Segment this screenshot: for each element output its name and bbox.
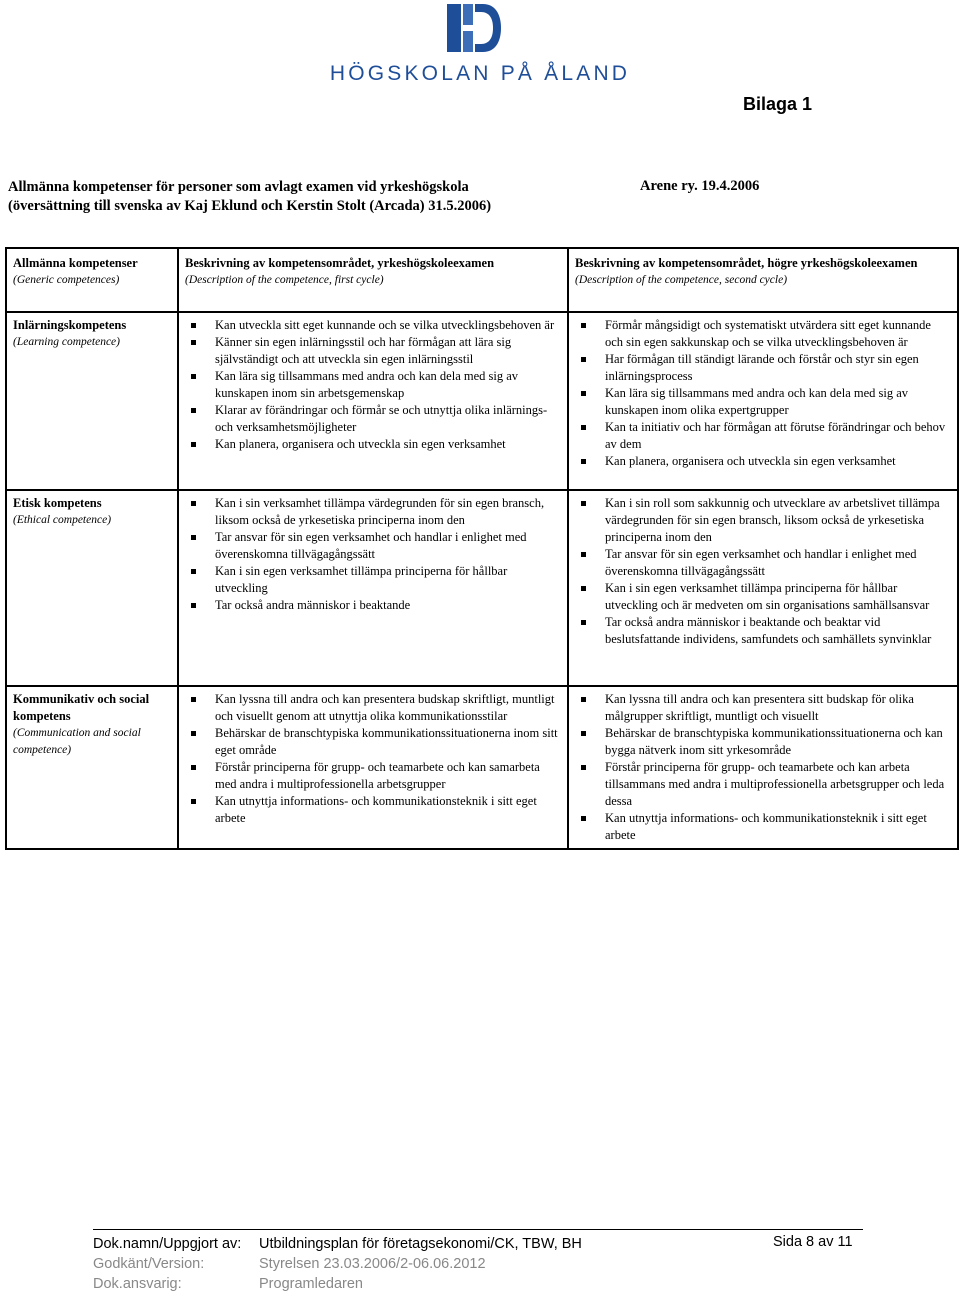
header-generic-sv: Allmänna kompetenser: [13, 256, 138, 270]
list-item: Tar ansvar för sin egen verksamhet och handlar i enlighet med överenskomna tillvägagångssätt: [185, 529, 561, 563]
list-item: Kan i sin roll som sakkunnig och utvecklare av arbetslivet tillämpa värdegrunden för sin egen bransch, liksom också de yrkesetiska principerna inom den: [575, 495, 951, 546]
footer-line-doc-name: [93, 1234, 582, 1254]
footer-line-approved: [93, 1254, 582, 1274]
document-title-block: [8, 178, 491, 216]
row-name: Inlärningskompetens: [13, 318, 127, 332]
document-title: Allmänna kompetenser för personer som avlagt examen vid yrkeshögskola: [8, 179, 469, 195]
list-item: Kan lära sig tillsammans med andra och kan dela med sig av kunskapen inom sin arbetsgemenskap: [185, 368, 561, 402]
document-subtitle: (översättning till svenska av Kaj Eklund och Kerstin Stolt (Arcada) 31.5.2006): [8, 198, 492, 214]
list-item: Förstår principerna för grupp- och teamarbete och kan samarbeta med andra i multiprofessionella arbetsgrupper: [185, 759, 561, 793]
row-name: Etisk kompetens: [13, 496, 102, 510]
first-cycle-cell: [178, 490, 568, 686]
footer-line-responsible: [93, 1274, 582, 1294]
list-item: Klarar av förändringar och förmår se och utnyttja olika inlärnings- och verksamhetsmöjligheter: [185, 402, 561, 436]
header-first-cycle-sv: Beskrivning av kompetensområdet, yrkeshögskoleexamen: [185, 256, 495, 270]
list-item: Kan lära sig tillsammans med andra och kan dela med sig av kunskapen inom olika expertgrupper: [575, 385, 951, 419]
list-item: Kan planera, organisera och utveckla sin egen verksamhet: [575, 453, 951, 470]
second-cycle-cell: [568, 312, 958, 490]
footer-label: Godkänt/Version:: [93, 1256, 205, 1272]
list-item: Kan i sin egen verksamhet tillämpa principerna för hållbar utveckling: [185, 563, 561, 597]
row-name-en: (Communication and social competence): [13, 727, 141, 756]
footer-label: Dok.namn/Uppgjort av:: [93, 1236, 242, 1252]
appendix-label: Bilaga 1: [742, 94, 812, 114]
footer-value: Programledaren: [259, 1276, 363, 1292]
first-cycle-cell: [178, 312, 568, 490]
footer-value: Styrelsen 23.03.2006/2-06.06.2012: [259, 1256, 486, 1272]
header-second-cycle-en: (Description of the competence, second cycle): [575, 274, 788, 286]
list-item: Tar ansvar för sin egen verksamhet och handlar i enlighet med överenskomna tillvägagångssätt: [575, 546, 951, 580]
row-name: Kommunikativ och social kompetens: [13, 692, 150, 723]
list-item: Tar också andra människor i beaktande: [185, 597, 561, 614]
list-item: Kan utnyttja informations- och kommunikationsteknik i sitt eget arbete: [185, 793, 561, 827]
row-name-en: (Learning competence): [13, 336, 120, 348]
list-item: Kan lyssna till andra och kan presentera sitt budskap för olika målgrupper skriftligt, muntligt och visuellt: [575, 691, 951, 725]
list-item: Kan utveckla sitt eget kunnande och se vilka utvecklingsbehoven är: [185, 317, 561, 334]
footer-label: Dok.ansvarig:: [93, 1276, 182, 1292]
first-cycle-cell: [178, 686, 568, 849]
header-second-cycle-sv: Beskrivning av kompetensområdet, högre yrkeshögskoleexamen: [575, 256, 918, 270]
list-item: Kan i sin egen verksamhet tillämpa principerna för hållbar utveckling och är medveten om sin organisations samhällsansvar: [575, 580, 951, 614]
list-item: Har förmågan till ständigt lärande och förstår och styr sin egen inlärningsprocess: [575, 351, 951, 385]
list-item: Kan utnyttja informations- och kommunikationsteknik i sitt eget arbete: [575, 810, 951, 844]
footer: [93, 1234, 582, 1294]
list-item: Förstår principerna för grupp- och teamarbete och kan arbeta tillsammans med andra i multiprofessionella arbetsgrupper och leda dessa: [575, 759, 951, 810]
list-item: Behärskar de branschtypiska kommunikationssituationerna inom sitt eget område: [185, 725, 561, 759]
list-item: Behärskar de branschtypiska kommunikationssituationerna och kan bygga nätverk inom sitt yrkesområde: [575, 725, 951, 759]
footer-value: Utbildningsplan för företagsekonomi/CK, TBW, BH: [259, 1236, 582, 1252]
logo-text: HÖGSKOLAN PÅ ÅLAND: [329, 62, 631, 85]
header-second-cycle: [568, 248, 958, 312]
list-item: Kan lyssna till andra och kan presentera budskap skriftligt, muntligt och visuellt genom att utnyttja olika kommunikationsstilar: [185, 691, 561, 725]
row-label: [6, 490, 178, 686]
list-item: Kan i sin verksamhet tillämpa värdegrunden för sin egen bransch, liksom också de yrkesetiska principerna inom den: [185, 495, 561, 529]
list-item: Förmår mångsidigt och systematiskt utvärdera sitt eget kunnande och sin egen sakkunskap och se vilka utvecklingsbehoven är: [575, 317, 951, 351]
footer-divider: [93, 1229, 863, 1230]
header-first-cycle-en: (Description of the competence, first cycle): [185, 274, 384, 286]
header-generic: [6, 248, 178, 312]
logo: [280, 0, 680, 90]
header-first-cycle: [178, 248, 568, 312]
list-item: Kan ta initiativ och har förmågan att förutse förändringar och behov av dem: [575, 419, 951, 453]
list-item: Kan planera, organisera och utveckla sin egen verksamhet: [185, 436, 561, 453]
header-generic-en: (Generic competences): [13, 274, 120, 286]
page-number: Sida 8 av 11: [773, 1234, 853, 1250]
row-label: [6, 312, 178, 490]
table-row: [6, 312, 958, 490]
competence-table: [5, 247, 959, 850]
document-date: Arene ry. 19.4.2006: [640, 178, 760, 194]
table-row: [6, 490, 958, 686]
row-name-en: (Ethical competence): [13, 514, 112, 526]
row-label: [6, 686, 178, 849]
table-row: [6, 686, 958, 849]
list-item: Tar också andra människor i beaktande och beaktar vid beslutsfattande individens, samfundets och samhällets synvinklar: [575, 614, 951, 648]
table-header-row: [6, 248, 958, 312]
logo-mark-icon: [443, 0, 505, 56]
list-item: Känner sin egen inlärningsstil och har förmågan att lära sig självständigt och att utveckla sin egen inlärningsstil: [185, 334, 561, 368]
second-cycle-cell: [568, 490, 958, 686]
second-cycle-cell: [568, 686, 958, 849]
